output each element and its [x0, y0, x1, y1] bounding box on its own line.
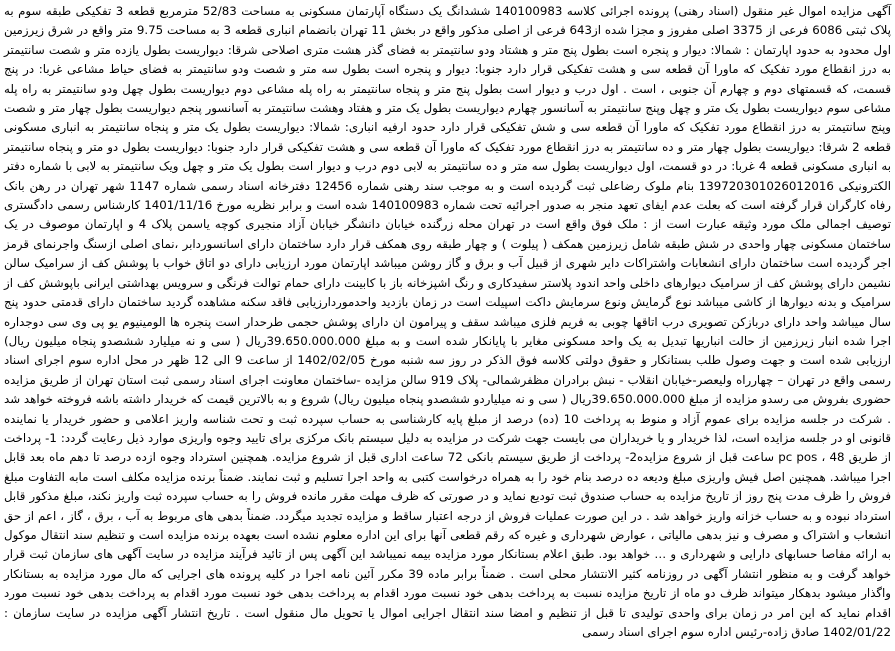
auction-notice-text: آگهی مزایده اموال غیر منقول (اسناد رهنی) پرونده اجرائی کلاسه 140100983 ششدانگ یک دستگاه آپارتمان مسکونی به مساحت 52/83 مترمربع قطعه 3 تفکیکی طبقه سوم به پلاک ثبتی 6086 فرعی از 3375 اصلی مفروز و مجزا شده از643 فرعی از اصلی مذکور واقع در بخش 11 تهران بانضمام انباری قطعه 3 به مساحت 9.75 متر واقع در شرق زیرزمین اول محدود به حدود اپارتمان : شمالا: دیوار و پنجره است بطول پنج متر و هشتاد ودو سانتیمتر به فضای گذر هشت متری اصلاحی شرقا: دیواریست بطول یازده متر و شصت سانتیمتر به درز انقطاع مورد تفکیک که ماورا آن قطعه سی و هشت تفکیکی قرار دارد جنوبا: دیوار و پنجره است بطول سه متر و شصت ودو سانتیمتر به فضای حیاط مشاعی غربا: در پنج قسمت، که قسمتهای دوم و چهارم آن جنوبی ، است . اول درب و دیوار است بطول پنج متر و پنجاه سانتیمتر به راه پله مشاعی دوم دیواریست بطول چهل ودو سانتیمتر به راه پله مشاعی سوم دیواریست بطول یک متر و چهل وپنج سانتیمتر به آسانسور چهارم دیواریست بطول یک متر و هفتاد وهشت سانتیمتر به آسانسور پنجم دیواریست بطول چهار متر و شصت وپنج سانتیمتر به درز انقطاع مورد تفکیک که ماورا آن قطعه سی و شش تفکیکی قرار دارد حدود ارفیه انباری: شمالا: دیواریست بطول یک متر و پنجاه سانتیمتر به انباری مسکونی قطعه 2 شرقا: دیواریست بطول چهار متر و ده سانتیمتر به درز انقطاع مورد تفکیک که ماورا آن قطعه سی و هشت تفکیکی قرار دارد جنوبا: دیواریست بطول دو متر و پنجاه سانتیمتر به انباری مسکونی قطعه 4 غربا: در دو قسمت، اول دیواریست بطول سه متر و ده سانتیمتر به لابی دوم درب و دیوار است بطول یک متر و چهل ویک سانتیمتر به لابی با شماره دفتر الکترونیکی 139720301026012016 بنام ملوک رضاعلی ثبت گردیده است و به موجب سند رهنی شماره 12456 دفترخانه اسناد رسمی شماره 1147 شهر تهران در رهن بانک رفاه کارگران قرار گرفته است که بعلت عدم ایفای تعهد منجر به صدور اجرائیه تحت شماره 140100983 شده است و برابر نظریه مورخ 1401/11/16 کارشناس رسمی دادگستری توصیف اجمالی ملک مورد وثیقه عبارت است از : ملک فوق واقع است در تهران محله زرگنده خیابان دانشگر خیابان آزاد منجیری کوچه یاسمن پلاک 4 و اپارتمان موصوف در یک ساختمان مسکونی چهار واحدی در شش طبقه شامل زیرزمین همکف ( پیلوت ) و چهار طبقه روی همکف قرار دارد ساختمان دارای اسانسوردابر ،نمای اصلی ازسنگ واجرنمای قرمز اجر گردیده است ساختمان دارای انشعابات واشتراکات دایر شهری از قبیل آب و برق و گاز روشن میباشد اپارتمان مورد ارزیابی دارای دو اتاق خواب با پوشش کف از سرامیک سالن نشیمن دارای پوشش کف از سرامیک دیوارهای داخلی واحد اندود پلاستر سفیدکاری و رنگ اشپزخانه باز با کابینت دارای حمام توالت فرنگی و سرویس بهداشتی ایرانی باپوشش کف از سرامیک و بدنه دیوارها از کاشی میباشد نوع گرمایش ونوع سرمایش داکت اسپیلت است در زمان بازدید واحدموردارزیابی فاقد سکنه مشاهده گردید ساختمان دارای قدمتی حدود پنج سال میباشد واحد دارای دربازکن تصویری درب اتاقها چوبی به فریم فلزی میباشد سقف و پیرامون ان دارای پوشش حجمی طرحدار است پنجره ها الومینیوم یو پی وی سی دوجداره اجرا شده انبار زیرزمین از حالت انباریها تبدیل به یک واحد مسکونی مغایر با پایانکار شده است و به مبلغ 39.650.000.000ریال ( سی و نه میلیارد ششصدو پنجاه میلیون ریال) ارزیابی شده است و جهت وصول طلب بستانکار و حقوق دولتی کلاسه فوق الذکر در روز سه شنبه مورخ 1402/02/05 از ساعت 9 الی 12 ظهر در محل اداره سوم اجرای اسناد رسمی واقع در تهران – چهارراه ولیعصر-خیابان انقلاب - نبش برادران مظفرشمالی- پلاک 919 سالن مزایده -ساختمان معاونت اجرای اسناد رسمی ثبت استان تهران از طریق مزایده حضوری بفروش می رسدو مزایده از مبلغ 39.650.000.000ریال ( سی و نه میلیاردو ششصدو پنجاه میلیون ریال) شروع و به بالاترین قیمت که خریدار داشته باشه فروخته خواهد شد . شرکت در جلسه مزایده برای عموم آزاد و منوط به پرداخت 10 (ده) درصد از مبلغ پایه کارشناسی به حساب سپرده ثبت و تحت شناسه واریز اعلامی و حضور خریدار یا نماینده قانونی او در جلسه مزایده است، لذا خریدار و یا خریداران می بایست جهت شرکت در مزایده به دلیل سیستم بانک مرکزی برای تایید وجوه واریزی موارد ذیل رعایت گردد: 1- پرداخت از طریق pc pos ، 48 ساعت قبل از شروع مزایده2- پرداخت از طریق سیستم بانکی 72 ساعت اداری قبل از شروع مزایده. همچنین استرداد وجوه ازده درصد تا دهم ماه بعد قابل اجرا میباشد. همچنین اصل فیش واریزی مبلغ ودیعه ده درصد بنام خود را به همراه درخواست کتبی به واحد اجرا تسلیم و ثبت نمایند. ضمناً برنده مزایده مکلف است مابه التفاوت مبلغ فروش را ظرف مدت پنج روز از تاریخ مزایده به حساب صندوق ثبت تودیع نماید و در صورتی که ظرف مهلت مقرر مانده فروش را به حساب سپرده ثبت واریز نکند، مبلغ مذکور قابل استرداد نبوده و به حساب خزانه واریز خواهد شد . در این صورت عملیات فروش از درجه اعتبار ساقط و مزایده تجدید میگردد. ضمناً بدهی های مربوط به آب ، برق ، گاز ، اعم از حق انشعاب و اشتراک و مصرف و نیز بدهی مالیاتی ، عوارض شهرداری و غیره که رقم قطعی آنها برای این اداره معلوم نشده است بعهده برنده مزایده است و تنظیم سند انتقال موکول به ارائه مفاصا حسابهای دارایی و شهرداری و … خواهد بود. طبق اعلام بستانکار مورد مزایده بیمه نمیباشد این آگهی پس از تائید فرآیند مزایده در سایت آگهی های سازمان ثبت قرار خواهد گرفت و به منظور انتشار آگهی در روزنامه کثیر الانتشار محلی است . ضمناً برابر ماده 39 مکرر آئین نامه اجرا در کلیه پرونده های اجرایی که مال مورد مزایده به بستانکار واگذار میشود بدهکار میتواند ظرف دو ماه از تاریخ مزایده نسبت به پرداخت بدهی خود نسبت مورد اقدام به پرداخت بدهی خود نسبت مورد اقدام به پرداخت بدهی خود نسبت مورد اقدام نماید که این امر در زمان برای واحدی تولیدی تا قبل از تنظیم و امضا سند انتقال اجرایی اموال یا تحویل مال منقول است . تاریخ انتشار آگهی مزایده در سایت سازمان : 1402/01/22 صادق زاده-رئیس اداره سوم اجرای اسناد رسمی: [4, 4, 892, 639]
